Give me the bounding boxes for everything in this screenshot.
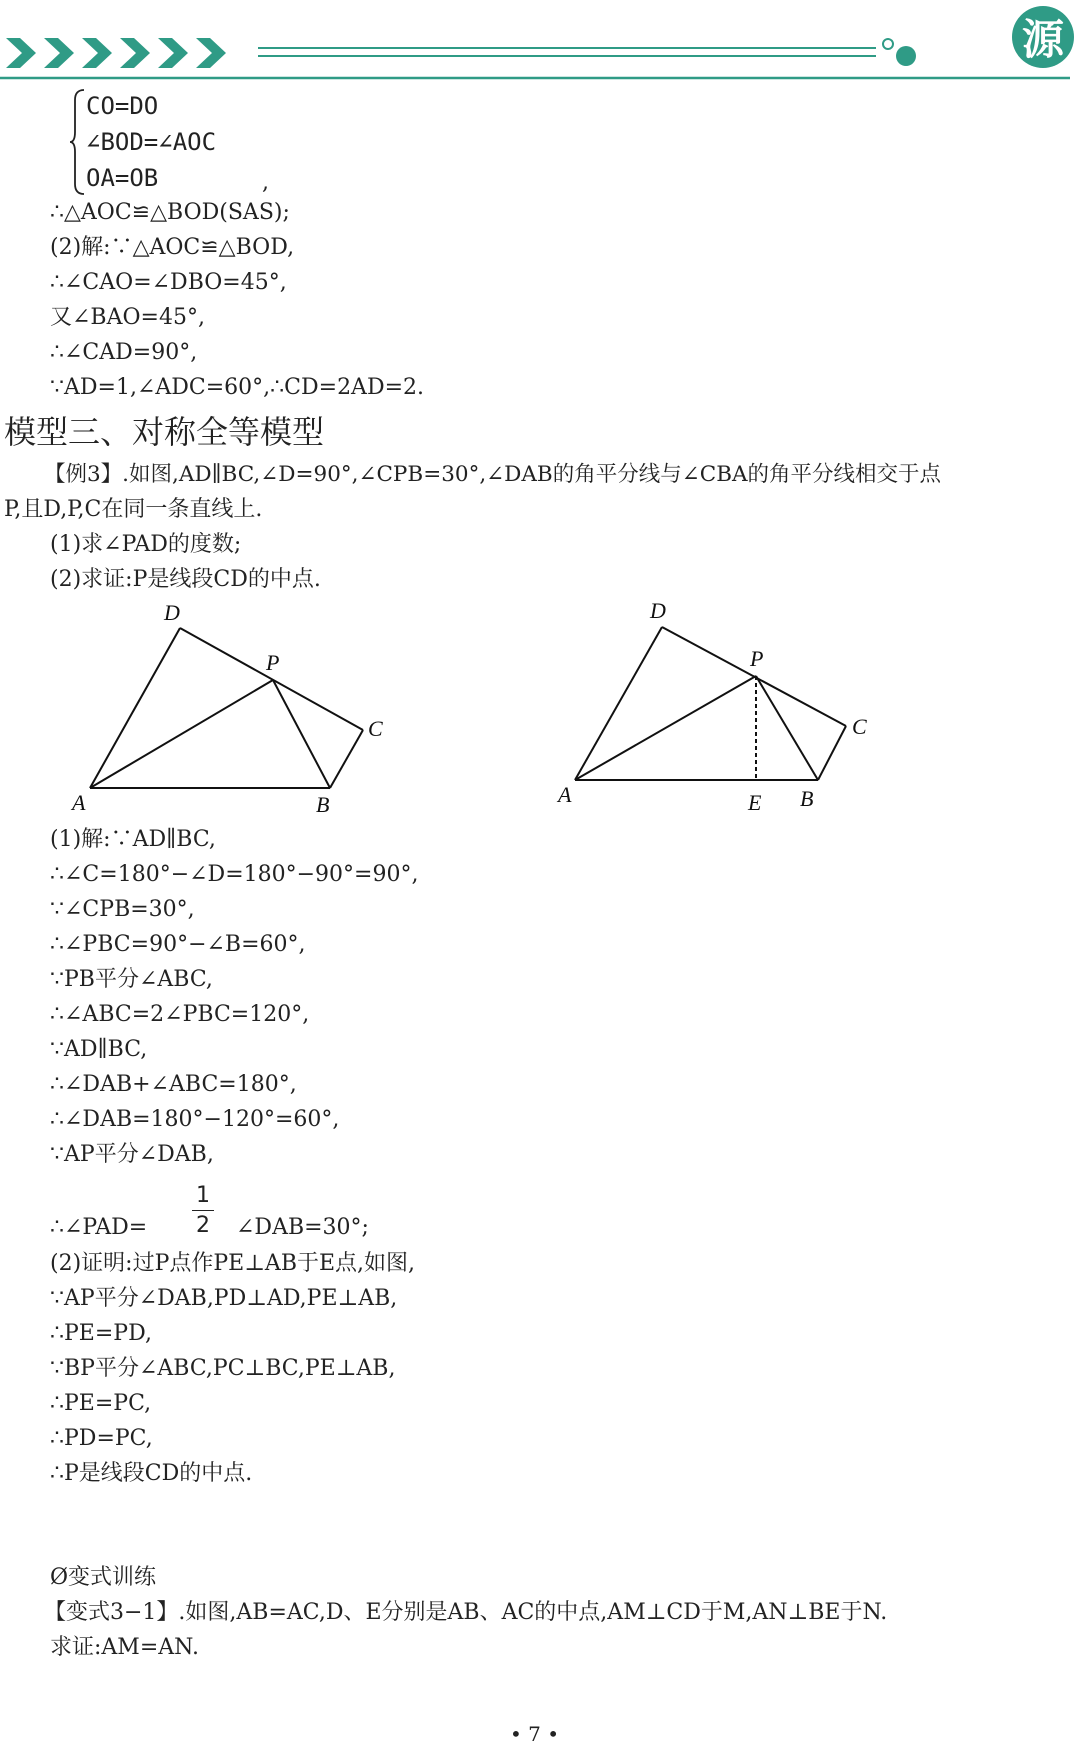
proof-line: ∴∠CAO=∠DBO=45°, [50, 270, 287, 295]
double-rule-lines [258, 48, 876, 56]
proof2-line: ∴PE=PD, [50, 1321, 152, 1346]
segment-AP [575, 676, 756, 780]
header-decoration [0, 0, 1080, 90]
variant-line-2: 求证:AM=AN. [50, 1635, 199, 1660]
system-line-1: CO=DO [86, 92, 159, 120]
variant-line-1: 【变式3−1】.如图,AB=AC,D、E分别是AB、AC的中点,AM⊥CD于M,AN⊥BE于N. [44, 1600, 888, 1625]
label-C: C [368, 716, 383, 741]
proof2-line: ∴P是线段CD的中点. [50, 1461, 253, 1486]
segment-AP [90, 680, 273, 788]
label-P: P [266, 650, 280, 675]
fraction-one-half [192, 1183, 214, 1238]
label-P: P [750, 646, 764, 671]
label-B: B [800, 786, 814, 811]
solution-line: ∴∠PBC=90°−∠B=60°, [50, 932, 306, 957]
left-brace-icon [70, 88, 86, 196]
segment-CB [330, 730, 363, 788]
fraction-numerator: 1 [196, 1183, 210, 1208]
solution-line: ∴∠ABC=2∠PBC=120°, [50, 1002, 310, 1027]
variant-title: Ø变式训练 [50, 1565, 157, 1590]
segment-CB [818, 726, 846, 780]
system-line-2: ∠BOD=∠AOC [86, 128, 217, 156]
proof-line: ∴∠CAD=90°, [50, 340, 198, 365]
system-line-3: OA=OB [86, 164, 159, 192]
system-trailing-comma: , [262, 170, 269, 195]
label-D: D [650, 600, 666, 623]
proof2-line: ∴PE=PC, [50, 1391, 152, 1416]
segment-DC [180, 628, 363, 730]
solution-line: (1)解:∵AD∥BC, [50, 827, 216, 852]
equation-system [70, 88, 270, 196]
solution-line: ∵AP平分∠DAB, [50, 1142, 214, 1167]
solution-line: ∴∠DAB+∠ABC=180°, [50, 1072, 297, 1097]
chevron-arrows-icon [6, 38, 226, 68]
label-D: D [164, 600, 180, 625]
proof2-line: (2)证明:过P点作PE⊥AB于E点,如图, [50, 1251, 416, 1276]
solution-line: ∴∠C=180°−∠D=180°−90°=90°, [50, 862, 419, 887]
fraction-bar [192, 1210, 214, 1211]
label-A: A [558, 782, 572, 807]
section-title: 模型三、对称全等模型 [4, 413, 325, 451]
segment-PB [756, 676, 818, 780]
example-question-2: (2)求证:P是线段CD的中点. [50, 567, 321, 592]
label-A: A [72, 790, 86, 815]
proof-line: ∴△AOC≌△BOD(SAS); [50, 200, 290, 225]
figure-1 [60, 598, 420, 818]
proof2-line: ∴PD=PC, [50, 1426, 153, 1451]
figure-2 [550, 600, 890, 820]
solution-line: ∵∠CPB=30°, [50, 897, 195, 922]
solution-line: ∵AD∥BC, [50, 1037, 148, 1062]
small-ring-icon [883, 39, 893, 49]
proof2-line: ∵BP平分∠ABC,PC⊥BC,PE⊥AB, [50, 1356, 396, 1381]
fraction-denominator: 2 [196, 1213, 210, 1238]
proof-line: (2)解:∵△AOC≌△BOD, [50, 235, 295, 260]
proof-line: 又∠BAO=45°, [50, 305, 205, 330]
proof2-line: ∵AP平分∠DAB,PD⊥AD,PE⊥AB, [50, 1286, 398, 1311]
proof-line: ∵AD=1,∠ADC=60°,∴CD=2AD=2. [50, 375, 425, 400]
segment-AD [575, 627, 662, 780]
label-B: B [316, 792, 330, 817]
solution-line: ∴∠DAB=180°−120°=60°, [50, 1107, 340, 1132]
label-C: C [852, 714, 867, 739]
segment-AD [90, 628, 180, 788]
pad-suffix: ∠DAB=30°; [236, 1215, 369, 1240]
example-question-1: (1)求∠PAD的度数; [50, 532, 242, 557]
pad-prefix: ∴∠PAD= [50, 1215, 148, 1240]
page-number: • 7 • [510, 1722, 560, 1746]
dot-icon [896, 46, 916, 66]
solution-line: ∵PB平分∠ABC, [50, 967, 213, 992]
page-header [0, 0, 1080, 90]
example-line-2: P,且D,P,C在同一条直线上. [4, 497, 263, 522]
logo: 源 [1012, 6, 1074, 68]
label-E: E [748, 790, 762, 815]
example-line-1: 【例3】.如图,AD∥BC,∠D=90°,∠CPB=30°,∠DAB的角平分线与∠CBA的角平分线相交于点 [44, 462, 942, 487]
